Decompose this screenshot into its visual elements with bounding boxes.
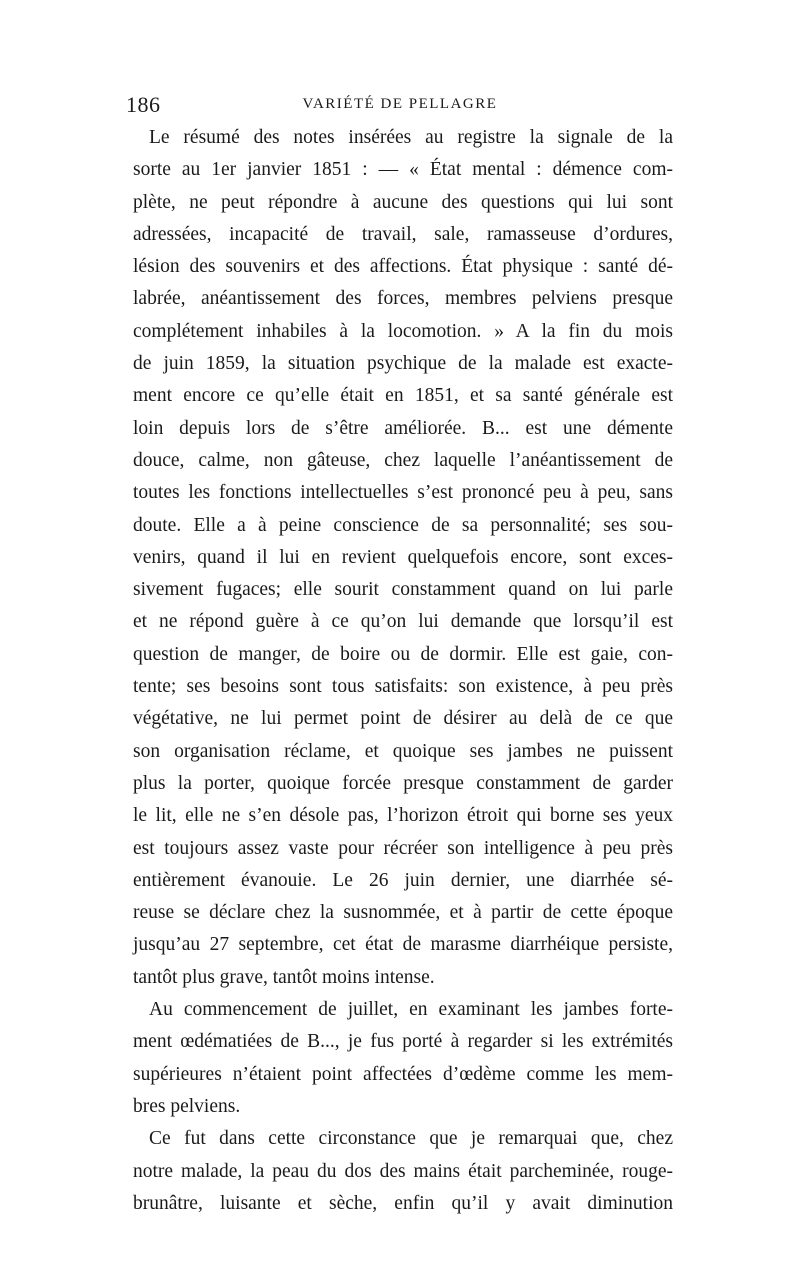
text-line: douce, calme, non gâteuse, chez laquelle l’anéantissement de (133, 449, 673, 471)
text-line: son organisation réclame, et quoique ses jambes ne puissent (133, 740, 673, 762)
text-line: brunâtre, luisante et sèche, enfin qu’il y avait diminution (133, 1192, 673, 1214)
text-line: supérieures n’étaient point affectées d’œdème comme les mem- (133, 1063, 673, 1085)
text-line: Au commencement de juillet, en examinant les jambes forte- (149, 999, 673, 1021)
text-line: est toujours assez vaste pour récréer son intelligence à peu près (133, 837, 673, 859)
text-line: reuse se déclare chez la susnommée, et à partir de cette époque (133, 902, 673, 924)
text-line: adressées, incapacité de travail, sale, ramasseuse d’ordures, (133, 223, 673, 245)
text-line: labrée, anéantissement des forces, membres pelviens presque (133, 288, 673, 310)
page-header (126, 92, 674, 122)
page-number: 186 (126, 92, 161, 117)
text-line: toutes les fonctions intellectuelles s’est prononcé peu à peu, sans (133, 482, 673, 504)
body-text (133, 122, 673, 1220)
text-line: végétative, ne lui permet point de désirer au delà de ce que (133, 708, 673, 730)
text-line: sorte au 1er janvier 1851 : — « État mental : démence com- (133, 159, 673, 181)
text-line: question de manger, de boire ou de dormir. Elle est gaie, con- (133, 643, 673, 665)
text-line: doute. Elle a à peine conscience de sa personnalité; ses sou- (133, 514, 673, 536)
text-line: et ne répond guère à ce qu’on lui demande que lorsqu’il est (133, 611, 673, 633)
text-line: loin depuis lors de s’être améliorée. B... est une démente (133, 417, 673, 439)
text-line: ment encore ce qu’elle était en 1851, et sa santé générale est (133, 385, 673, 407)
text-line: bres pelviens. (133, 1095, 241, 1117)
text-line: le lit, elle ne s’en désole pas, l’horizon étroit qui borne ses yeux (133, 805, 673, 827)
text-line: plète, ne peut répondre à aucune des questions qui lui sont (133, 191, 673, 213)
text-line: venirs, quand il lui en revient quelquefois encore, sont exces- (133, 546, 673, 568)
text-line: Le résumé des notes insérées au registre la signale de la (149, 127, 673, 148)
text-line: notre malade, la peau du dos des mains était parcheminée, rouge- (133, 1160, 673, 1182)
text-line: plus la porter, quoique forcée presque constamment de garder (133, 772, 673, 794)
text-line: de juin 1859, la situation psychique de la malade est exacte- (133, 353, 673, 375)
text-line: lésion des souvenirs et des affections. État physique : santé dé- (133, 256, 673, 278)
running-title: VARIÉTÉ DE PELLAGRE (302, 96, 498, 112)
text-line: sivement fugaces; elle sourit constamment quand on lui parle (133, 579, 673, 601)
text-line: tantôt plus grave, tantôt moins intense. (133, 966, 435, 988)
text-line: ment œdématiées de B..., je fus porté à regarder si les extrémités (133, 1031, 673, 1053)
text-line: tente; ses besoins sont tous satisfaits: son existence, à peu près (133, 676, 673, 698)
text-line: entièrement évanouie. Le 26 juin dernier, une diarrhée sé- (133, 869, 673, 891)
text-line: jusqu’au 27 septembre, cet état de marasme diarrhéique persiste, (133, 934, 673, 956)
text-line: complétement inhabiles à la locomotion. » A la fin du mois (133, 320, 673, 342)
text-line: Ce fut dans cette circonstance que je remarquai que, chez (149, 1128, 673, 1150)
